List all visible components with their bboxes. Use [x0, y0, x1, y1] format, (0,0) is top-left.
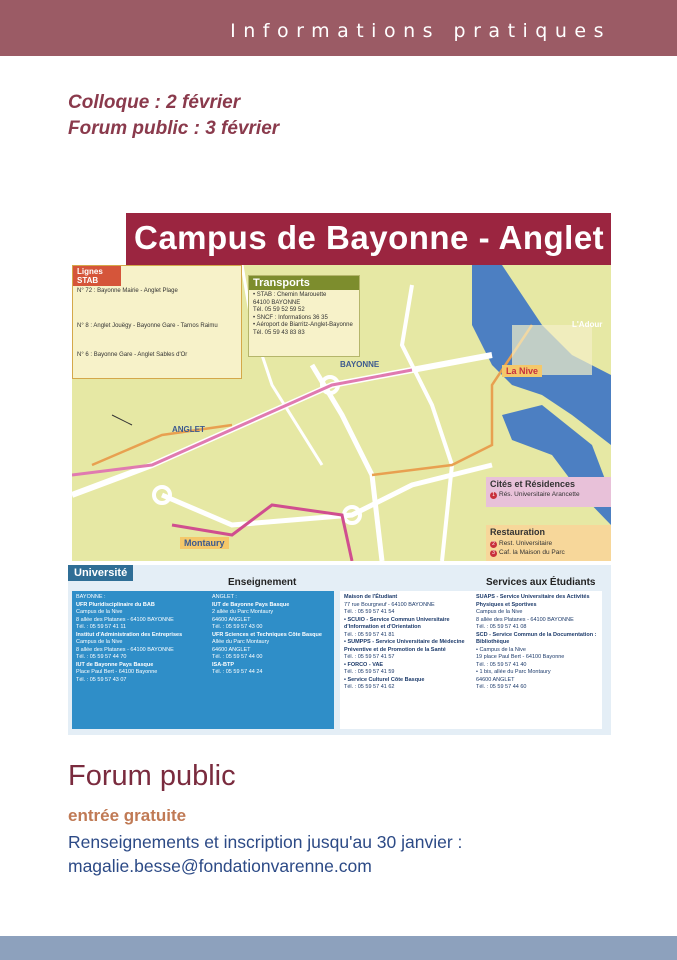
col-line: Tél. : 05 59 57 41 40 — [476, 661, 527, 668]
col-line: • SCUIO - Service Commun Universitaire d'Information et d'Orientation — [344, 616, 450, 630]
bus-line-8: N° 8 : Anglet Jouëgy - Bayonne Gare - Tarnos Raimu — [77, 323, 218, 329]
cites-title: Cités et Résidences — [490, 479, 576, 489]
col-line: Allée du Parc Montaury — [212, 639, 270, 645]
forum-date: Forum public : 3 février — [68, 118, 280, 139]
col-line: Institut d'Administration des Entreprises — [76, 631, 183, 638]
col-line: BAYONNE : — [76, 594, 106, 600]
bus-lines-title: Lignes STAB — [73, 266, 121, 286]
col-line: Tél. : 05 59 57 44 24 — [212, 669, 263, 675]
col-line: Tél. : 05 59 57 41 08 — [476, 624, 527, 630]
col-line: Campus de la Nive — [76, 609, 123, 615]
forum-title: Forum public — [68, 760, 236, 792]
place-ladour: L'Adour — [572, 320, 603, 329]
col-line: 8 allée des Platanes - 64100 BAYONNE — [76, 616, 174, 623]
col-line: • 1 bis, allée du Parc Montaury — [476, 669, 551, 675]
col-line: Place Paul Bert - 64100 Bayonne — [76, 669, 158, 675]
col-line: Tél. : 05 59 57 41 11 — [76, 624, 127, 630]
contact-email[interactable]: magalie.besse@fondationvarenne.com — [68, 856, 372, 876]
transports-line: • SNCF : Informations 36 35 — [253, 314, 328, 321]
col-line: 64600 ANGLET — [476, 676, 515, 683]
renseignements-text: Renseignements et inscription jusqu'au 30 janvier : — [68, 832, 463, 852]
col-line: 19 place Paul Bert - 64100 Bayonne — [476, 654, 565, 660]
bus-lines-legend — [72, 265, 242, 379]
restauration: Restauration 2 Rest. Universitaire 3 Caf. la Maison du Parc — [486, 525, 611, 561]
footer-bar — [0, 936, 677, 960]
map-area — [72, 265, 611, 561]
col-line: Tél. : 05 59 57 44 00 — [212, 654, 263, 660]
colloque-date: Colloque : 2 février — [68, 92, 241, 113]
col-line: IUT de Bayonne Pays Basque — [76, 661, 154, 668]
services-title: Services aux Étudiants — [486, 577, 596, 588]
col-line: Tél. : 05 59 57 41 59 — [344, 669, 395, 675]
col-line: Campus de la Nive — [476, 609, 523, 615]
services-maison — [344, 594, 472, 692]
col-line: • FORCO - VAE — [344, 661, 384, 668]
col-line: SUAPS - Service Universitaire des Activités Physiques et Sportives — [476, 594, 590, 608]
col-line: IUT de Bayonne Pays Basque — [212, 601, 290, 608]
enseignement-title: Enseignement — [228, 577, 297, 588]
transports-line: 64100 BAYONNE — [253, 299, 301, 306]
map-title: Campus de Bayonne - Anglet — [134, 219, 605, 256]
col-line: Tél. : 05 59 57 41 62 — [344, 684, 395, 690]
col-line: Maison de l'Étudiant — [344, 594, 398, 600]
transports-line: Tél. 05 59 52 59 52 — [253, 307, 305, 313]
restauration-item: Rest. Universitaire — [499, 540, 553, 547]
col-line: Tél. : 05 59 57 44 70 — [76, 654, 127, 660]
transports-title: Transports — [249, 276, 359, 290]
map-title-banner — [126, 213, 611, 265]
enseignement-bayonne — [76, 594, 208, 684]
place-anglet: ANGLET — [172, 425, 205, 434]
col-line: UFR Pluridisciplinaire du BAB — [76, 601, 155, 608]
enseignement-box — [72, 591, 334, 729]
col-line: 8 allée des Platanes - 64100 BAYONNE — [476, 616, 574, 623]
col-line: 64600 ANGLET — [212, 616, 251, 623]
col-line: • Campus de la Nive — [476, 646, 526, 653]
universite-title: Université — [68, 565, 133, 581]
header-bar — [0, 0, 677, 56]
bus-line-6: N° 6 : Bayonne Gare - Anglet Sables d'Or — [77, 352, 188, 358]
bus-line-72: N° 72 : Bayonne Mairie - Anglet Plage — [77, 288, 178, 294]
col-line: Tél. : 05 59 57 41 54 — [344, 609, 395, 615]
col-line: UFR Sciences et Techniques Côte Basque — [212, 631, 322, 638]
restauration-item: Caf. la Maison du Parc — [499, 549, 565, 556]
transports-legend — [248, 275, 360, 357]
enseignement-anglet — [212, 594, 330, 677]
cites-residences: Cités et Résidences 1 Rés. Universitaire Arancette — [486, 477, 611, 507]
col-line: 2 allée du Parc Montaury — [212, 609, 274, 615]
renseignements — [68, 830, 462, 878]
services-suaps — [476, 594, 598, 692]
place-montaury: Montaury — [180, 537, 229, 549]
col-line: • SUMPPS - Service Universitaire de Médecine Préventive et de Promotion de la Santé — [344, 639, 465, 653]
col-line: 77 rue Bourgneuf - 64100 BAYONNE — [344, 601, 435, 608]
col-line: 8 allée des Platanes - 64100 BAYONNE — [76, 646, 174, 653]
cites-item: Rés. Universitaire Arancette — [499, 491, 580, 498]
transports-line: • Aéroport de Biarritz-Anglet-Bayonne — [253, 322, 353, 328]
col-line: SCD - Service Commun de la Documentation : Bibliothèque — [476, 631, 597, 645]
header-title: Informations pratiques — [230, 20, 611, 42]
campus-map — [68, 213, 611, 735]
col-line: 64600 ANGLET — [212, 646, 251, 653]
col-line: ANGLET : — [212, 594, 237, 600]
col-line: ISA-BTP — [212, 661, 234, 668]
col-line: Tél. : 05 59 57 44 60 — [476, 684, 527, 690]
transports-line: Tél. 05 59 43 83 83 — [253, 329, 305, 336]
col-line: Tél. : 05 59 57 41 81 — [344, 631, 395, 638]
col-line: Tél. : 05 59 57 41 57 — [344, 654, 395, 660]
transports-line: • STAB : Chemin Marouette — [253, 292, 327, 298]
universite-section — [68, 565, 611, 735]
place-bayonne: BAYONNE — [340, 360, 380, 369]
entree-gratuite: entrée gratuite — [68, 806, 187, 825]
restauration-title: Restauration — [490, 527, 546, 537]
col-line: Tél. : 05 59 57 43 00 — [212, 624, 263, 630]
col-line: • Service Culturel Côte Basque — [344, 676, 425, 683]
event-dates — [68, 90, 279, 142]
col-line: Campus de la Nive — [76, 639, 123, 645]
place-la-nive: La Nive — [502, 365, 542, 377]
services-box — [340, 591, 602, 729]
col-line: Tél. : 05 59 57 43 07 — [76, 676, 127, 683]
